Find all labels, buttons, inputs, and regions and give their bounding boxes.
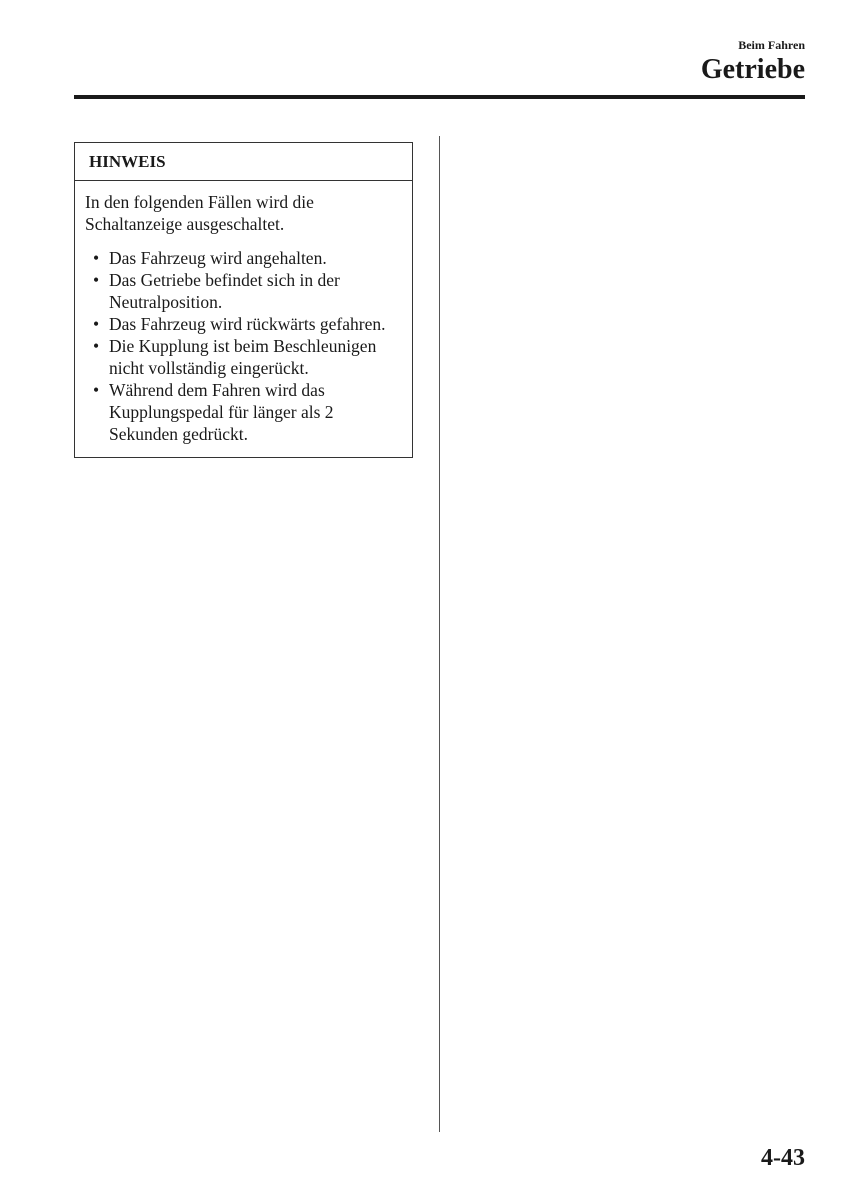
list-item-text: Das Getriebe befindet sich in der Neutralposition. xyxy=(109,270,340,312)
list-item-text: Während dem Fahren wird das Kupplungspedal für länger als 2 Sekunden gedrückt. xyxy=(109,380,334,444)
list-item xyxy=(85,379,400,445)
bullet-icon: • xyxy=(93,248,100,268)
note-body xyxy=(75,181,412,457)
note-box xyxy=(74,142,413,458)
section-label: Beim Fahren xyxy=(738,38,805,52)
list-item-text: Die Kupplung ist beim Beschleunigen nicht vollständig eingerückt. xyxy=(109,336,377,378)
list-item-text: Das Fahrzeug wird angehalten. xyxy=(109,248,327,268)
page-number: 4-43 xyxy=(761,1145,805,1171)
note-list xyxy=(85,247,400,445)
page-title: Getriebe xyxy=(700,54,805,85)
note-heading: HINWEIS xyxy=(75,143,412,181)
note-intro: In den folgenden Fällen wird die Schaltanzeige ausgeschaltet. xyxy=(85,192,314,234)
bullet-icon: • xyxy=(93,380,100,400)
list-item xyxy=(85,247,400,269)
list-item-text: Das Fahrzeug wird rückwärts gefahren. xyxy=(109,314,386,334)
bullet-icon: • xyxy=(93,336,100,356)
bullet-icon: • xyxy=(93,314,100,334)
column-divider xyxy=(439,136,440,1132)
header-rule xyxy=(74,95,805,99)
list-item xyxy=(85,335,400,379)
bullet-icon: • xyxy=(93,270,100,290)
list-item xyxy=(85,269,400,313)
list-item xyxy=(85,313,400,335)
